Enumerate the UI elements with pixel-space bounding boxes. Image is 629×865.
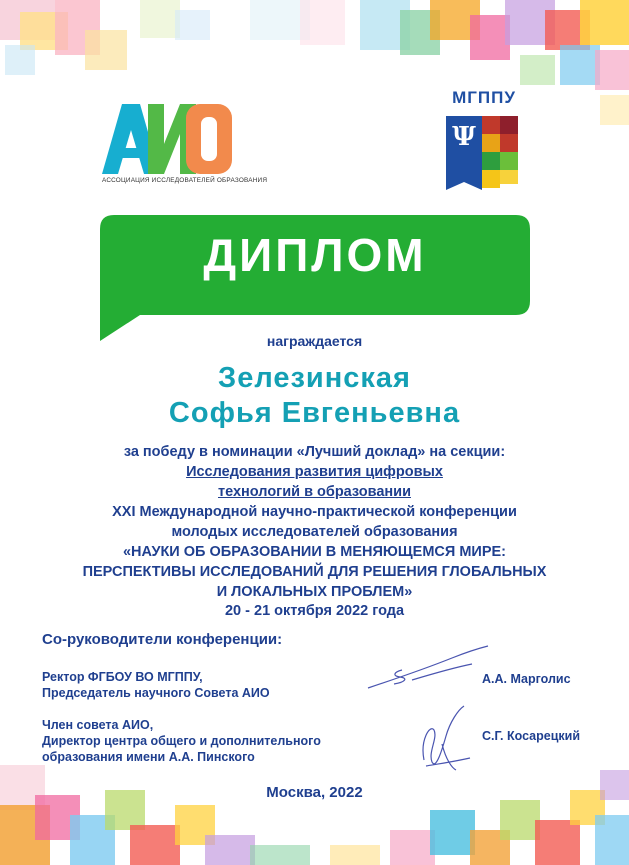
nomination-line: за победу в номинации «Лучший доклад» на секции: xyxy=(123,444,506,460)
cochair-2-role-3: образования имени А.А. Пинского xyxy=(42,750,255,764)
signature-margolis xyxy=(362,640,492,695)
conference-title-1: «НАУКИ ОБ ОБРАЗОВАНИИ В МЕНЯЮЩЕМСЯ МИРЕ: xyxy=(122,544,507,560)
section-line-2: технологий в образовании xyxy=(218,484,411,500)
recipient-given-names: Софья Евгеньевна xyxy=(168,397,461,429)
diploma-title: ДИПЛОМ xyxy=(203,229,427,281)
awarded-label: награждается xyxy=(266,333,363,349)
conference-title-3: И ЛОКАЛЬНЫХ ПРОБЛЕМ» xyxy=(216,584,413,600)
cochair-2-role-2: Директор центра общего и дополнительного xyxy=(42,734,321,748)
conference-title-2: ПЕРСПЕКТИВЫ ИССЛЕДОВАНИЙ ДЛЯ РЕШЕНИЯ ГЛОБАЛЬНЫХ xyxy=(82,564,547,580)
cochair-2-role-1: Член совета АИО, xyxy=(42,718,154,732)
mgppu-logo xyxy=(440,88,528,198)
cochair-2-name: С.Г. Косарецкий xyxy=(482,729,581,743)
recipient-surname: Зелезинская xyxy=(218,362,411,394)
conference-line-2: молодых исследователей образования xyxy=(171,524,458,540)
signature-kosaretsky xyxy=(412,700,482,780)
section-line-1: Исследования развития цифровых xyxy=(186,464,443,480)
cochair-1-name: А.А. Марголис xyxy=(482,672,571,686)
cochair-1-role-1: Ректор ФГБОУ ВО МГППУ, xyxy=(42,670,203,684)
psi-icon: Ψ xyxy=(452,122,476,152)
aio-caption: АССОЦИАЦИЯ ИССЛЕДОВАТЕЛЕЙ ОБРАЗОВАНИЯ xyxy=(102,177,268,184)
conference-dates: 20 - 21 октября 2022 года xyxy=(224,603,405,619)
conference-line-1: XXI Международной научно-практической конференции xyxy=(112,504,517,520)
city-year: Москва, 2022 xyxy=(266,784,363,801)
cochair-1-role-2: Председатель научного Совета АИО xyxy=(42,686,270,700)
mgppu-title: МГППУ xyxy=(452,88,516,107)
aio-logo xyxy=(100,100,268,190)
cochairs-heading: Со-руководители конференции: xyxy=(42,631,283,648)
